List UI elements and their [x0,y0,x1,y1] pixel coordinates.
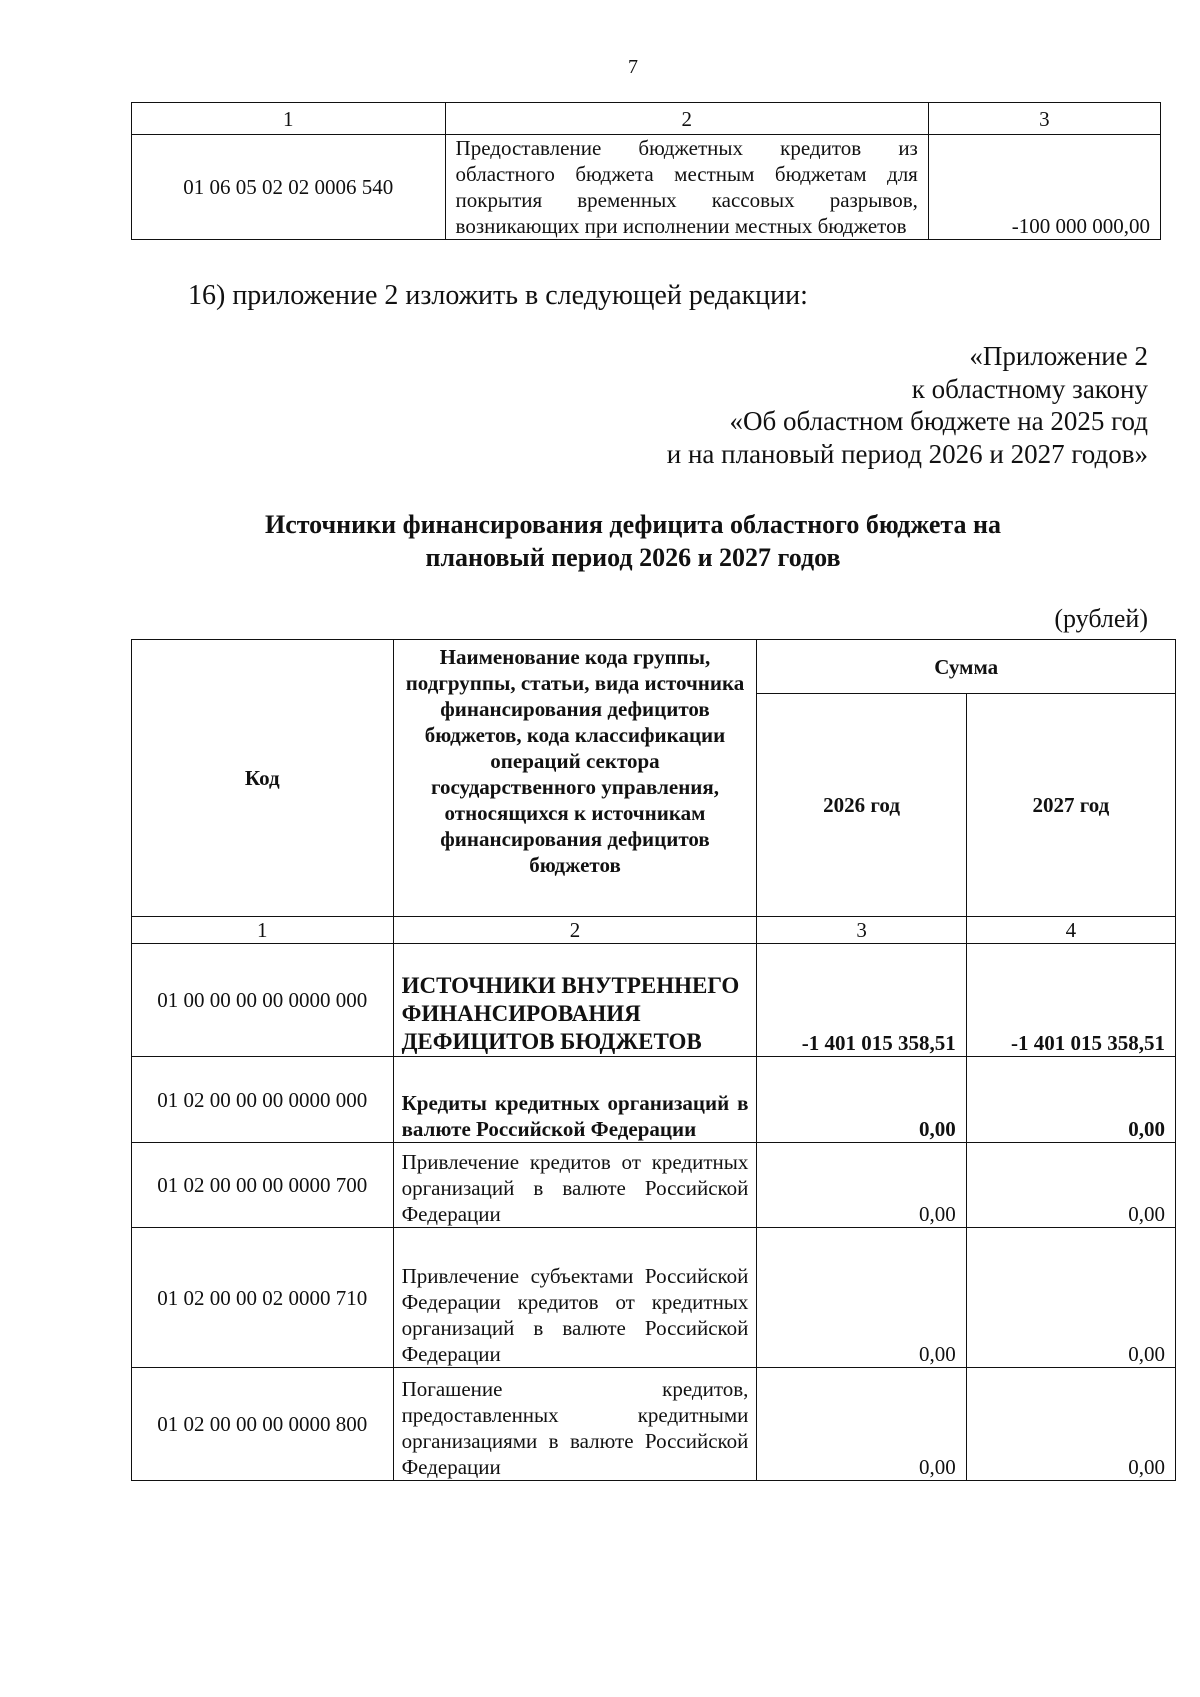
row-amount-2027: 0,00 [966,1368,1175,1481]
header-sum: Сумма [757,640,1176,694]
table-row [132,1143,1176,1228]
appendix-line: «Приложение 2 [969,341,1148,371]
table-header-row [132,640,1176,694]
row-amount-2026: 0,00 [757,1368,966,1481]
row-amount-2026: 0,00 [757,1143,966,1228]
row-amount-2027: -1 401 015 358,51 [966,944,1175,1057]
row-amount: -100 000 000,00 [928,135,1160,240]
continuation-table [131,102,1161,240]
row-amount-2027: 0,00 [966,1228,1175,1368]
column-number: 2 [445,103,928,135]
table-row [132,1228,1176,1368]
row-code: 01 02 00 00 02 0000 710 [132,1228,394,1368]
column-number: 1 [132,917,394,944]
appendix-reference [667,340,1148,470]
row-code: 01 06 05 02 02 0006 540 [132,135,446,240]
page-number: 7 [628,56,638,78]
table-header-row [132,103,1161,135]
row-name: Привлечение кредитов от кредитных организаций в валюте Российской Федерации [393,1143,757,1228]
row-name: Погашение кредитов, предоставленных кредитными организациями в валюте Российской Федерации [393,1368,757,1481]
header-name: Наименование кода группы, подгруппы, статьи, вида источника финансирования дефицитов бюджетов, кода классификации операций сектора государственного управления, относящихся к источникам финансирования дефицитов бюджетов [393,640,757,917]
table-row [132,1368,1176,1481]
heading-line: Источники финансирования дефицита областного бюджета на [264,510,1001,539]
row-amount-2027: 0,00 [966,1057,1175,1143]
row-code: 01 02 00 00 00 0000 000 [132,1057,394,1143]
column-number: 3 [928,103,1160,135]
units-label: (рублей) [1054,604,1148,633]
row-name: Предоставление бюджетных кредитов из областного бюджета местным бюджетам для покрытия временных кассовых разрывов, возникающих при исполнении местных бюджетов [445,135,928,240]
column-number: 2 [393,917,757,944]
row-amount-2027: 0,00 [966,1143,1175,1228]
table-row [132,1057,1176,1143]
row-name: Кредиты кредитных организаций в валюте Российской Федерации [393,1057,757,1143]
column-number: 1 [132,103,446,135]
header-year-2027: 2027 год [966,694,1175,917]
header-year-2026: 2026 год [757,694,966,917]
table-row [132,944,1176,1057]
column-number: 3 [757,917,966,944]
column-number: 4 [966,917,1175,944]
appendix-line: к областному закону [911,373,1148,404]
appendix-line: «Об областном бюджете на 2025 год [729,406,1148,436]
row-amount-2026: 0,00 [757,1228,966,1368]
appendix-line: и на плановый период 2026 и 2027 годов» [666,438,1148,469]
row-amount-2026: 0,00 [757,1057,966,1143]
amendment-item: 16) приложение 2 изложить в следующей редакции: [188,280,808,311]
row-code: 01 00 00 00 00 0000 000 [132,944,394,1057]
row-code: 01 02 00 00 00 0000 800 [132,1368,394,1481]
row-amount-2026: -1 401 015 358,51 [757,944,966,1057]
header-code: Код [132,640,394,917]
column-number-row [132,917,1176,944]
document-heading [0,508,1200,574]
row-code: 01 02 00 00 00 0000 700 [132,1143,394,1228]
heading-line: плановый период 2026 и 2027 годов [425,543,841,572]
row-name: ИСТОЧНИКИ ВНУТРЕННЕГО ФИНАНСИРОВАНИЯ ДЕФИЦИТОВ БЮДЖЕТОВ [393,944,757,1057]
financing-sources-table [131,639,1176,1481]
row-name: Привлечение субъектами Российской Федерации кредитов от кредитных организаций в валюте Российской Федерации [393,1228,757,1368]
table-row [132,135,1161,240]
